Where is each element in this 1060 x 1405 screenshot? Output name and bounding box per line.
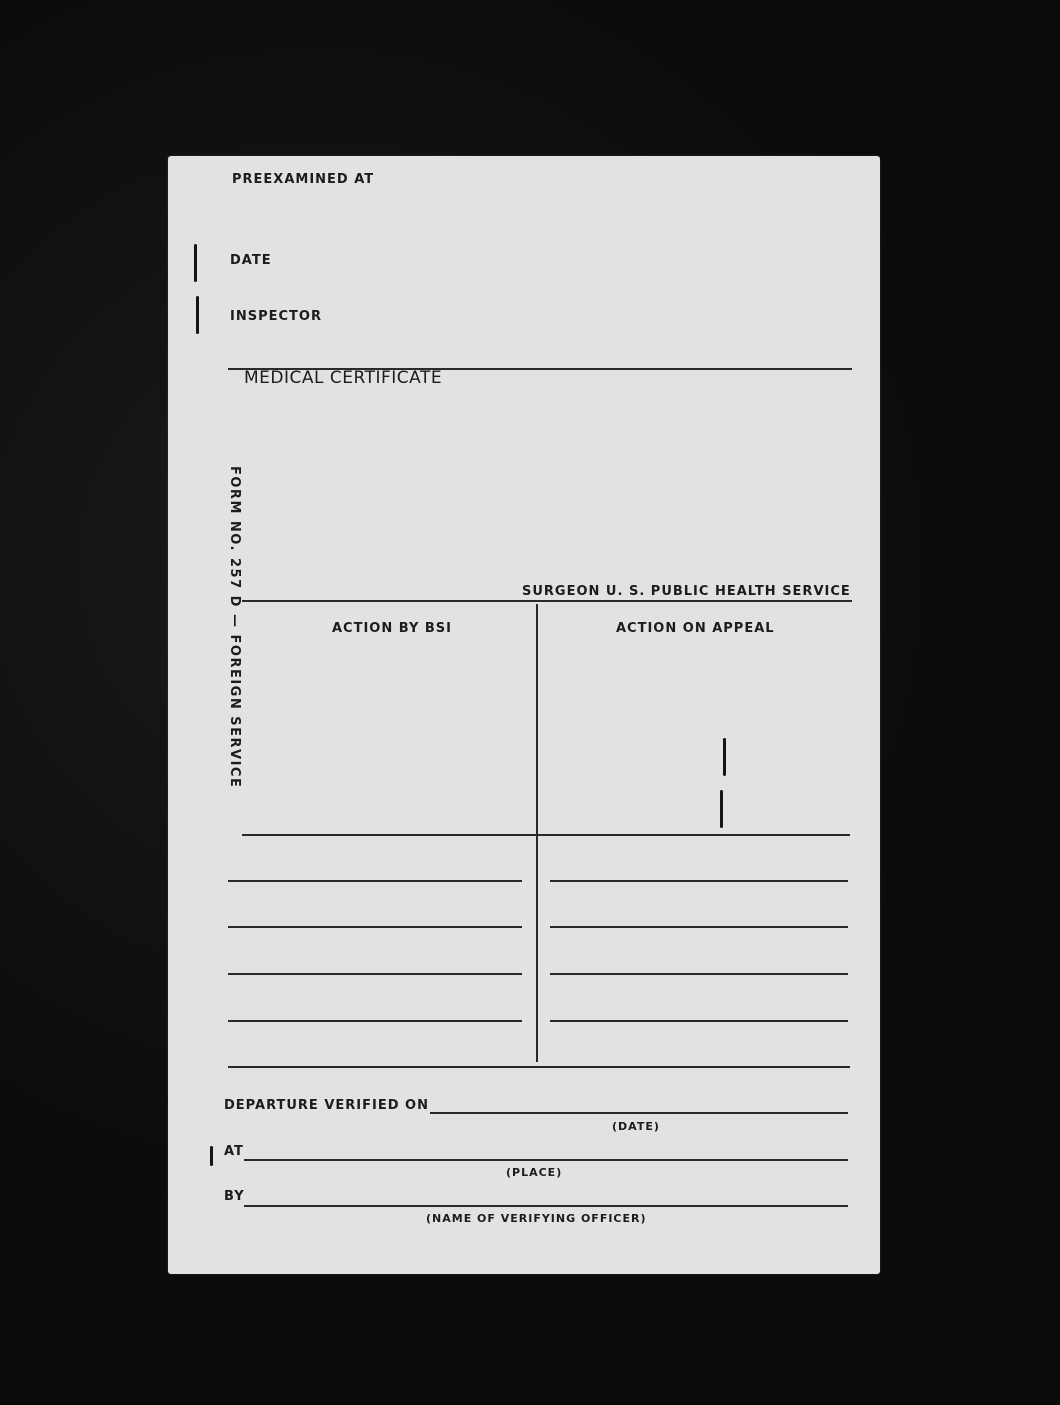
officer-line — [244, 1205, 848, 1207]
appeal-line — [550, 880, 848, 882]
by-label: BY — [224, 1189, 245, 1204]
departure-verified-label: DEPARTURE VERIFIED ON — [224, 1098, 429, 1113]
officer-caption: (NAME OF VERIFYING OFFICER) — [426, 1212, 647, 1225]
form-card — [168, 156, 880, 1274]
medical-certificate-label: MEDICAL CERTIFICATE — [244, 368, 443, 388]
action-line-full — [242, 834, 850, 836]
surgeon-line — [242, 600, 852, 602]
binding-mark — [210, 1146, 213, 1166]
bsi-line — [228, 973, 522, 975]
date-label: DATE — [230, 253, 272, 268]
surgeon-label: SURGEON U. S. PUBLIC HEALTH SERVICE — [522, 584, 851, 599]
preexamined-label: PREEXAMINED AT — [232, 172, 375, 187]
staple-mark-top — [194, 244, 197, 282]
pen-mark-upper — [723, 738, 726, 776]
pen-mark-lower — [720, 790, 723, 828]
bsi-line — [228, 1020, 522, 1022]
place-line — [244, 1159, 848, 1161]
form-number-vertical: FORM NO. 257 D — FOREIGN SERVICE — [227, 466, 242, 789]
place-caption: (PLACE) — [506, 1166, 563, 1179]
departure-date-line — [430, 1112, 848, 1114]
appeal-line — [550, 926, 848, 928]
action-by-bsi-header: ACTION BY BSI — [332, 621, 453, 636]
inspector-label: INSPECTOR — [230, 309, 322, 324]
section-bottom-line — [228, 1066, 850, 1068]
bsi-line — [228, 880, 522, 882]
at-label: AT — [224, 1144, 244, 1159]
action-on-appeal-header: ACTION ON APPEAL — [616, 621, 775, 636]
bsi-line — [228, 926, 522, 928]
date-caption: (DATE) — [612, 1120, 660, 1133]
column-divider — [536, 604, 538, 1062]
staple-mark-bottom — [196, 296, 199, 334]
appeal-line — [550, 1020, 848, 1022]
appeal-line — [550, 973, 848, 975]
